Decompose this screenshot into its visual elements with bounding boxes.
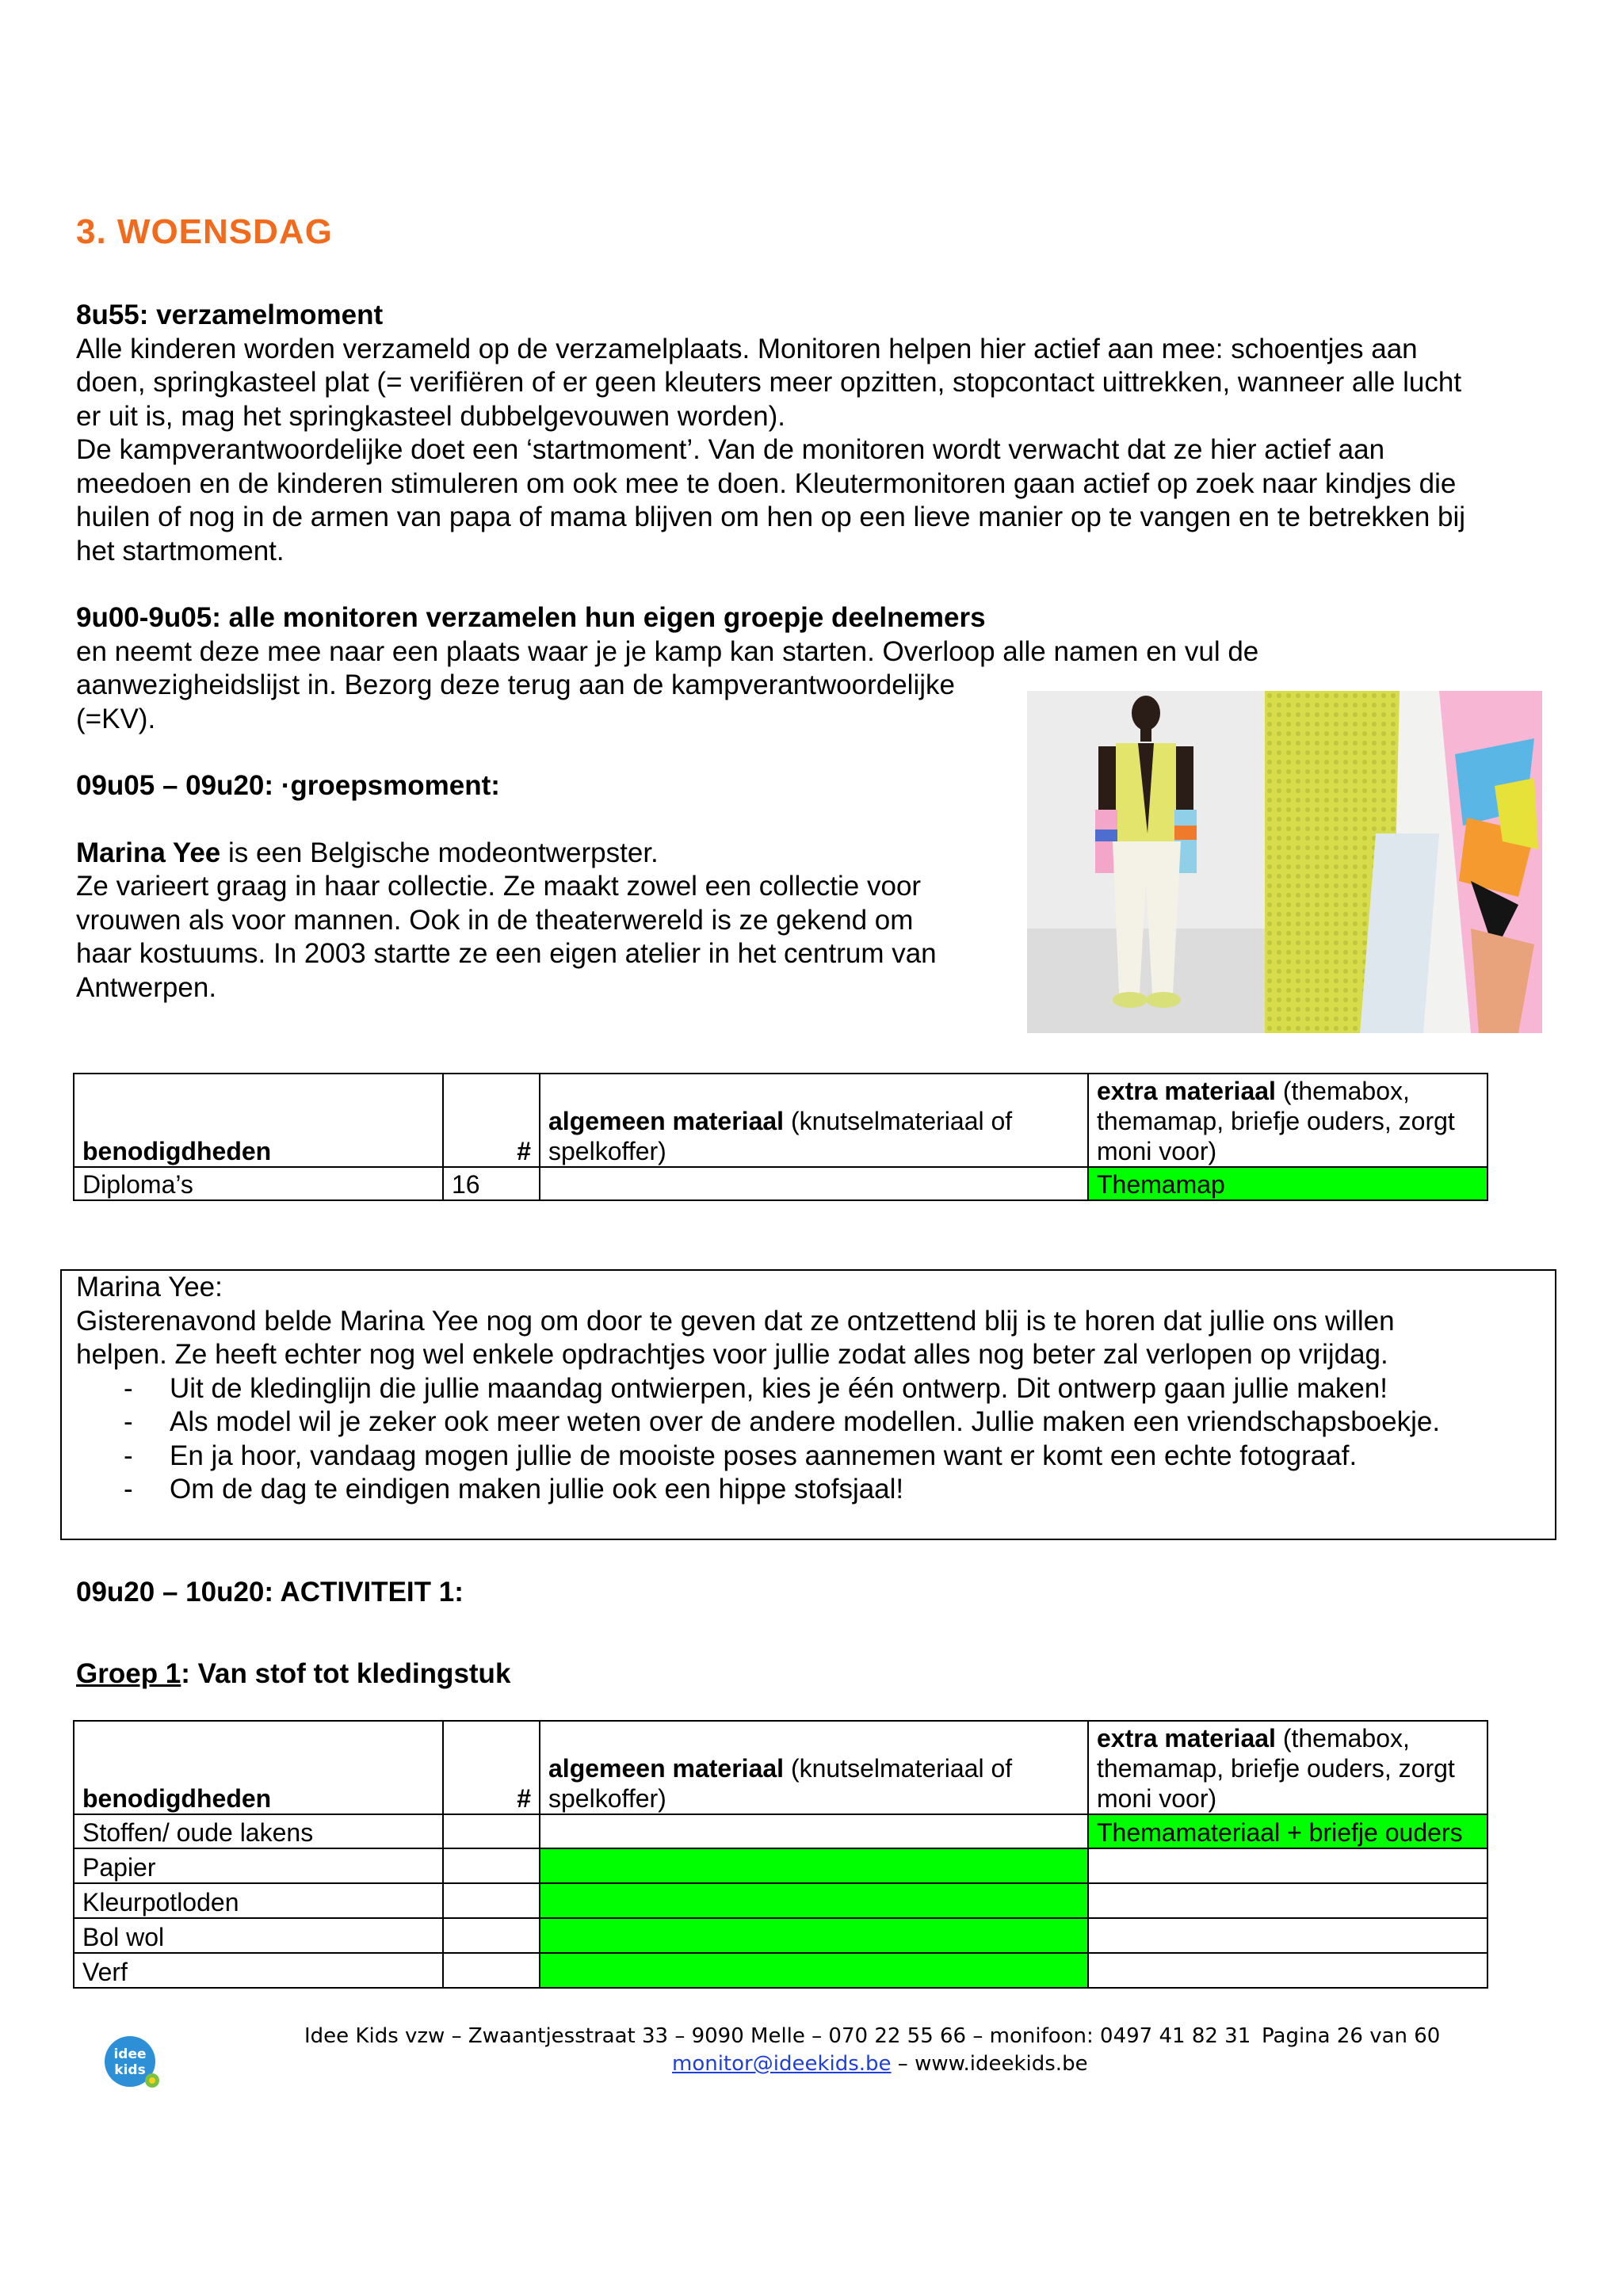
cell-general: [540, 1918, 1088, 1953]
header-algemeen: algemeen materiaal (knutselmateriaal of spelkoffer): [540, 1721, 1088, 1814]
cell-count: [443, 1848, 540, 1883]
cell-item: Diploma’s: [74, 1167, 443, 1200]
activity-title: 09u20 – 10u20: ACTIVITEIT 1:: [76, 1577, 464, 1608]
cell-count: [443, 1883, 540, 1918]
paragraph-line: er uit is, mag het springkasteel dubbelgevouwen worden).: [76, 400, 785, 432]
section-groepsmoment: [76, 769, 1027, 1005]
cell-item: Papier: [74, 1848, 443, 1883]
svg-text:kids: kids: [114, 2062, 146, 2078]
footer-contact: [672, 2052, 1088, 2076]
bullet-item: - Als model wil je zeker ook meer weten over de andere modellen. Jullie maken een vriendschapsboekje.: [124, 1405, 1555, 1440]
table-row: [74, 1167, 1487, 1200]
header-benodigdheden: benodigdheden: [74, 1074, 443, 1167]
materials-table-1: [73, 1073, 1488, 1201]
cell-extra: [1088, 1883, 1487, 1918]
cell-general: [540, 1848, 1088, 1883]
cell-count: [443, 1918, 540, 1953]
table-row: [74, 1814, 1487, 1848]
table-row: [74, 1883, 1487, 1918]
cell-general: [540, 1883, 1088, 1918]
cell-count: 16: [443, 1167, 540, 1200]
cell-extra: [1088, 1953, 1487, 1988]
paragraph-line: meedoen en de kinderen stimuleren om ook mee te doen. Kleutermonitoren gaan actief op zoek naar kindjes die: [76, 467, 1457, 499]
paragraph-line: het startmoment.: [76, 535, 285, 566]
bullet-item: - En ja hoor, vandaag mogen jullie de mooiste poses aannemen want er komt een echte fotograaf.: [124, 1440, 1555, 1474]
paragraph-line: haar kostuums. In 2003 startte ze een eigen atelier in het centrum van: [76, 938, 937, 969]
table-row: [74, 1918, 1487, 1953]
cell-extra: [1088, 1848, 1487, 1883]
logo-graphic: [101, 2035, 163, 2090]
table-row: [74, 1848, 1487, 1883]
cell-extra: [1088, 1918, 1487, 1953]
paragraph-line: aanwezigheidslijst in. Bezorg deze terug aan de kampverantwoordelijke: [76, 669, 955, 700]
bullet-item: - Om de dag te eindigen maken jullie ook een hippe stofsjaal!: [124, 1473, 1555, 1507]
message-box: [60, 1269, 1556, 1540]
table-row: [74, 1953, 1487, 1988]
paragraph-line: De kampverantwoordelijke doet een ‘startmoment’. Van de monitoren wordt verwacht dat ze hier actief aan: [76, 434, 1385, 465]
paragraph-line: Antwerpen.: [76, 971, 217, 1003]
cell-count: [443, 1953, 540, 1988]
table-header-row: [74, 1074, 1487, 1167]
cell-item: Verf: [74, 1953, 443, 1988]
paragraph-line: Alle kinderen worden verzameld op de verzamelplaats. Monitoren helpen hier actief aan mee: schoentjes aan: [76, 333, 1418, 364]
footer-page-number: Pagina 26 van 60: [1262, 2024, 1441, 2048]
group-title: Groep 1: Van stof tot kledingstuk: [76, 1658, 511, 1689]
cell-item: Kleurpotloden: [74, 1883, 443, 1918]
svg-text:idee: idee: [113, 2046, 147, 2062]
cell-count: [443, 1814, 540, 1848]
message-line: Gisterenavond belde Marina Yee nog om door te geven dat ze ontzettend blij is te horen dat jullie ons willen: [76, 1305, 1395, 1337]
fashion-photo: [1027, 691, 1542, 1033]
header-extra: extra materiaal (themabox, themamap, briefje ouders, zorgt moni voor): [1088, 1074, 1487, 1167]
header-count: #: [443, 1721, 540, 1814]
paragraph-line: Ze varieert graag in haar collectie. Ze maakt zowel een collectie voor: [76, 871, 922, 902]
header-extra: extra materiaal (themabox, themamap, briefje ouders, zorgt moni voor): [1088, 1721, 1487, 1814]
section-title: 09u05 – 09u20: ·groepsmoment:: [76, 770, 500, 801]
header-benodigdheden: benodigdheden: [74, 1721, 443, 1814]
paragraph-line: en neemt deze mee naar een plaats waar je je kamp kan starten. Overloop alle namen en vul de: [76, 635, 1259, 667]
paragraph-line: doen, springkasteel plat (= verifiëren of er geen kleuters meer opzitten, stopcontact uittrekken, wanneer alle lucht: [76, 367, 1462, 398]
message-bullets: [62, 1372, 1555, 1507]
cell-extra: Themamateriaal + briefje ouders: [1088, 1814, 1487, 1848]
section-title: 8u55: verzamelmoment: [76, 299, 384, 330]
paragraph-line: (=KV).: [76, 703, 156, 734]
cell-item: Stoffen/ oude lakens: [74, 1814, 443, 1848]
page-heading: 3. WOENSDAG: [76, 212, 333, 251]
cell-general: [540, 1814, 1088, 1848]
cell-item: Bol wol: [74, 1918, 443, 1953]
paragraph-line: vrouwen als voor mannen. Ook in de theaterwereld is ze gekend om: [76, 904, 914, 936]
materials-table-2: [73, 1720, 1488, 1989]
designer-name: Marina Yee: [76, 837, 221, 868]
cell-extra: Themamap: [1088, 1167, 1487, 1200]
message-line: helpen. Ze heeft echter nog wel enkele opdrachtjes voor jullie zodat alles nog beter zal verlopen op vrijdag.: [76, 1339, 1388, 1370]
footer-address: Idee Kids vzw – Zwaantjesstraat 33 – 9090 Melle – 070 22 55 66 – monifoon: 0497 41 82 31: [304, 2024, 1251, 2048]
bullet-item: - Uit de kledinglijn die jullie maandag ontwierpen, kies je één ontwerp. Dit ontwerp gaan jullie maken!: [124, 1372, 1555, 1406]
table-header-row: [74, 1721, 1487, 1814]
section-title: 9u00-9u05: alle monitoren verzamelen hun eigen groepje deelnemers: [76, 602, 986, 633]
message-title: Marina Yee:: [76, 1272, 223, 1302]
cell-general: [540, 1167, 1088, 1200]
paragraph-line: Marina Yee is een Belgische modeontwerpster.: [76, 837, 659, 868]
website-text: – www.ideekids.be: [891, 2052, 1088, 2076]
header-count: #: [443, 1074, 540, 1167]
cell-general: [540, 1953, 1088, 1988]
idee-kids-logo: [101, 2035, 163, 2090]
fashion-photo-illustration: [1027, 691, 1542, 1033]
paragraph-line: huilen of nog in de armen van papa of mama blijven om hen op een lieve manier op te vangen en te betrekken bij: [76, 502, 1466, 532]
section-verzamelmoment: [76, 299, 1566, 568]
email-link[interactable]: monitor@ideekids.be: [672, 2052, 892, 2076]
header-algemeen: algemeen materiaal (knutselmateriaal of spelkoffer): [540, 1074, 1088, 1167]
